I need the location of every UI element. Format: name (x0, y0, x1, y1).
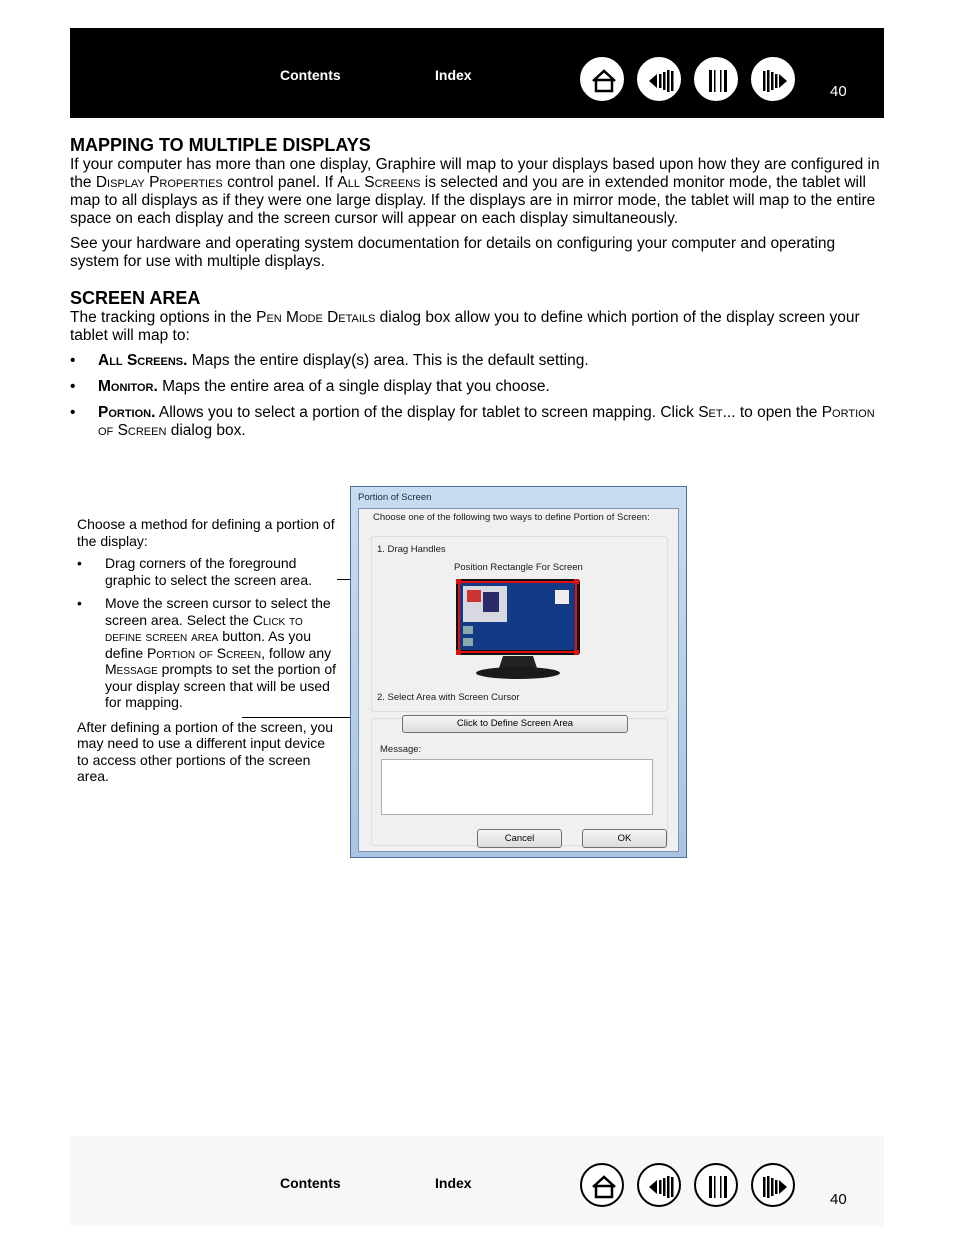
message-box (381, 759, 653, 815)
message-label: Message: (380, 744, 422, 755)
footer-index-link[interactable]: Index (435, 1175, 472, 1191)
caption-intro: Choose a method for defining a portion of the display: (77, 516, 335, 549)
caption-outro: After defining a portion of the screen, you may need to use a different input device to access other portions of the screen area. (77, 718, 334, 784)
caption-item-drag: • Drag corners of the foreground graphic to select the screen area. (77, 555, 313, 588)
main-content (70, 134, 885, 448)
drag-handles-label: 1. Drag Handles (377, 544, 446, 555)
position-rectangle-label: Position Rectangle For Screen (454, 562, 583, 573)
multiple-displays-paragraph: If your computer has more than one display, Graphire will map to your displays based upon how they are configured in the Display Properties control panel. If All Screens is selected and you are in extended monitor mode, the tablet will map to all displays as if they were one large display. If the displays are in mirror mode, the tablet will map to the entire space on each display and the screen cursor will appear on each display simultaneously. (70, 156, 880, 227)
screen-area-intro: The tracking options in the Pen Mode Details dialog box allow you to define which portion of the display screen your tablet will map to: (70, 309, 860, 344)
mapping-options-list (70, 352, 885, 440)
next-page-icon[interactable] (694, 57, 738, 101)
dialog-instruction: Choose one of the following two ways to define Portion of Screen: (373, 512, 650, 523)
portion-of-screen-dialog (350, 486, 687, 858)
index-link[interactable]: Index (435, 67, 472, 83)
header-bar (70, 28, 884, 118)
section-heading-screen-area: SCREEN AREA (70, 288, 201, 308)
list-item-monitor: • Monitor. Maps the entire area of a single display that you choose. (70, 378, 550, 395)
define-screen-area-button[interactable]: Click to Define Screen Area (402, 715, 628, 733)
figure-caption (77, 516, 339, 791)
dialog-body (358, 508, 679, 852)
home-icon[interactable] (580, 57, 624, 101)
list-item-all-screens: • All Screens. Maps the entire display(s) area. This is the default setting. (70, 352, 589, 369)
contents-link[interactable]: Contents (280, 67, 341, 83)
footer-page-number: 40 (830, 1191, 847, 1208)
section-heading-multiple-displays: MAPPING TO MULTIPLE DISPLAYS (70, 135, 371, 155)
caption-item-cursor: • Move the screen cursor to select the screen area. Select the Click to define screen area button. As you define Portion of Screen, follow any Message prompts to set the portion of your display screen that will be used for mapping. (77, 595, 337, 710)
cancel-button[interactable]: Cancel (477, 829, 562, 848)
hardware-docs-paragraph: See your hardware and operating system documentation for details on configuring your computer and operating system for use with multiple displays. (70, 235, 836, 270)
caption-list (77, 555, 339, 711)
screen-cursor-label: 2. Select Area with Screen Cursor (377, 692, 520, 703)
next-page-icon[interactable] (694, 1163, 738, 1207)
page-number: 40 (830, 83, 847, 100)
list-item-portion: • Portion. Allows you to select a portion of the display for tablet to screen mapping. Click Set... to open the Portion of Screen dialog box. (70, 404, 875, 439)
home-icon[interactable] (580, 1163, 624, 1207)
monitor-preview-icon[interactable] (455, 578, 581, 680)
previous-page-icon[interactable] (637, 1163, 681, 1207)
last-page-icon[interactable] (751, 1163, 795, 1207)
dialog-title: Portion of Screen (358, 492, 432, 503)
footer-contents-link[interactable]: Contents (280, 1175, 341, 1191)
previous-page-icon[interactable] (637, 57, 681, 101)
ok-button[interactable]: OK (582, 829, 667, 848)
last-page-icon[interactable] (751, 57, 795, 101)
footer-bar (70, 1136, 884, 1226)
